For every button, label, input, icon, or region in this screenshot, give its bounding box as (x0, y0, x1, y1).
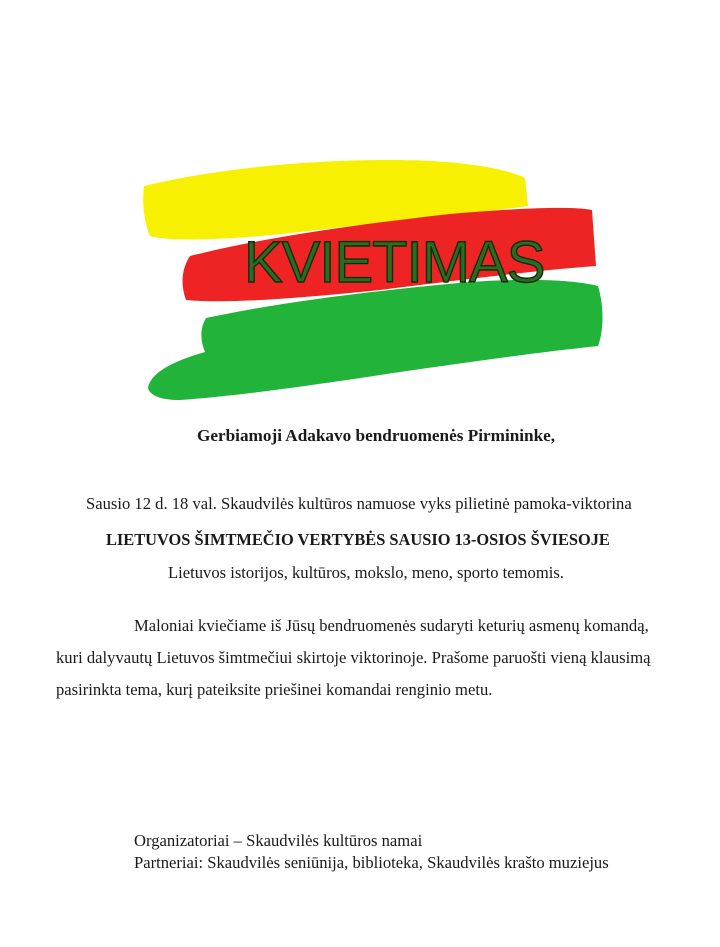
flag-brush-strokes (0, 0, 720, 420)
paragraph-line-3: pasirinkta tema, kurį pateiksite priešinei komandai renginio metu. (56, 680, 493, 699)
paragraph-line-2: kuri dalyvautų Lietuvos šimtmečiui skirtoje viktorinoje. Prašome paruošti vieną klausimą (56, 648, 651, 667)
flag-graphic (0, 0, 720, 420)
event-title: LIETUVOS ŠIMTMEČIO VERTYBĖS SAUSIO 13-OSIOS ŠVIESOJE (106, 530, 610, 549)
event-line: Sausio 12 d. 18 val. Skaudvilės kultūros namuose vyks pilietinė pamoka-viktorina (86, 494, 632, 513)
topics-line: Lietuvos istorijos, kultūros, mokslo, meno, sporto temomis. (168, 563, 564, 582)
paragraph-line-1: Maloniai kviečiame iš Jūsų bendruomenės sudaryti keturių asmenų komandą, (134, 616, 649, 635)
greeting: Gerbiamoji Adakavo bendruomenės Pirmininke, (197, 426, 556, 445)
invitation-title: KVIETIMAS (244, 230, 545, 295)
partners-line: Partneriai: Skaudvilės seniūnija, biblioteka, Skaudvilės krašto muziejus (134, 853, 609, 872)
organizers-line: Organizatoriai – Skaudvilės kultūros namai (134, 831, 423, 850)
